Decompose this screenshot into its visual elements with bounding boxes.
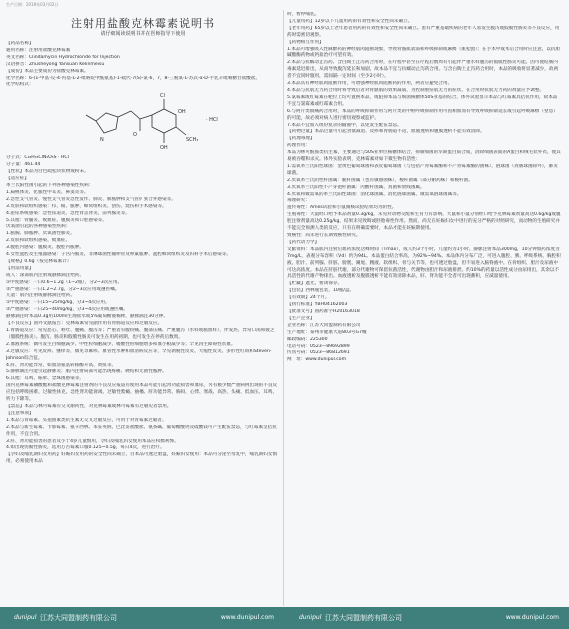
footer-company-left: 江苏大同盟制药有限公司 [40,614,117,622]
text-line: 3.腹腔内感染：腹膜炎、腹腔内脓肿。 [6,245,84,251]
text-line: 国内克林霉素磷酸酯和盐酸克林霉素注射剂的不良反应报道有使用本品可能引起肾功能损害和血尿，另有极少数严重病例出现的不良反应包括呼吸困难、过敏性休克、急性肾功能衰竭、过敏性紫癜、抽搐、肝功能异常、胸闷、心悸、寒战、高热、头痛、低血压、耳鸣、听力下降等。 [6,383,278,403]
right-lines [287,12,561,364]
text-line: 2.皮肤和软组织感染、败血症。 [6,238,71,244]
text-line: 【儿童用药】12岁以下儿童用药的有效性和安全性尚未确立。 [287,18,413,24]
chemical-structure [6,91,280,153]
text-line: 邮政编码：225300 [287,336,328,342]
text-line: 时，暂停哺乳。 [287,12,320,17]
text-line: 【孕妇及哺乳期妇女用药】妊娠妇女用药的安全性尚未确立，目本品可透过胎盘，妊娠妇女使用：本品可分泌至母乳中，哺乳期妇女慎用，必须使用本品 [6,452,278,465]
text-line: 【用法用量】 [6,265,34,271]
text-line: 【有效期】24个月。 [287,295,330,301]
text-line: 传真号码：0523—86812691 [287,350,350,356]
print-date-strip: 生产日期：2019年03月02日 [6,2,59,7]
text-line: 2.厌氧革兰氏阴性杆菌属：脆杆菌属（也有敏感菌株），梭杆菌属（部分耐药株）和梭杆菌。 [287,177,473,183]
text-line: 5.氯霉素或红霉素在靶位上均可置换本品，或阻抑本品与细菌核糖体50S亚基的结合，体外试验显示本品与红霉素具拮抗作用，故本品不宜与氯霉素或红霉素合用。 [287,94,558,107]
footer-brand-right: dunipul [299,614,322,621]
text-line: 【不良反应】国外文献报告：克林霉素常见副作用有胃肠道反应和过敏反应。 [6,321,163,327]
text-line: 2.急性支气管炎、慢性支气管炎急性发作、肺炎、肺脓肿和支气管扩张合并感染等。 [6,196,176,202]
text-line: 【老年用药】65岁以上老年患者用药的有效性和安全性尚未确立。患有严重基础疾病的老年人易发生腹泻或假膜性肠炎等不良反应，用药时需密切观察。 [287,25,560,38]
text-line: 1.本品与青霉素、头孢菌素类抗生素无交叉过敏反应，可用于对青霉素过敏者。 [6,417,167,423]
text-line: 成人：深部肌内注射或静脉滴注给药。 [6,272,85,278]
svg-text:Cl: Cl [160,93,165,100]
text-line: 分子式：C₁₈H₃₃ClN₂O₅S · HCl [6,155,69,161]
text-line: 【适应症】 [6,176,29,182]
text-line: 1.胃肠道反应：常见恶心、呕吐、腹痛、腹泻等；严重者有腹绞痛、腹部压痛、严重腹泻（水样或脓血样），伴发热、异常口渴和疲乏（假膜性肠炎）。腹泻、肠炎和假膜性肠炎可发生在用药初期，也可发生在停药后数周。 [6,328,275,340]
text-line: 6.其他：耳鸣、眩晕、念珠菌感染等。 [6,376,84,382]
footer-url-right: www.dunipul.com [505,614,559,621]
text-line: 4.女性盆腔及生殖器感染：子宫内膜炎、非淋球菌性输卵管及卵巢脓肿、盆腔蜂窝组织炎及妇科手术后感染等。 [6,252,231,258]
text-line: 3.过敏反应：可见皮疹、瘙痒等，偶见荨麻疹、血管性水肿和血清病反应等，罕见剥脱性皮炎、大疱性皮炎、多形性红斑和Steven-Johnson综合征。 [6,348,272,361]
text-line: 【贮藏】遮光，密闭保存。 [287,281,343,287]
text-line: 静脉滴注时本品0.3g用100ml生理盐水或5%葡萄糖液稀释，静脉滴注30分钟。 [6,314,168,320]
text-line: 汉语拼音：Zhusheyong Yansuan Kelinmeisu [6,61,105,67]
text-line: 化学结构式： [6,82,34,88]
text-line: 化学名称：6-(1-甲基-反-4-丙基-L-2-吡咯烷甲酰氨基)-1-硫代-7(S)-氯-6，7，8-三脱氧-L-苏式-α-D-半乳辛吡喃糖苷盐酸盐。 [6,75,260,81]
text-line: 生产地址：泰州市健康大道803号G7幢 [287,329,367,335]
text-line: 【药理毒理】 [287,136,315,142]
text-line: 企业名称：江苏大同盟制药有限公司 [287,322,361,328]
text-line: 3.本品具有神经肌肉阻断作用，可增强神经肌肉阻断药的作用，两者应避免合用。 [287,81,453,87]
text-line: 药理作用： [287,143,310,149]
text-line: 毒理研究： [287,198,310,204]
text-line: 【规格】0.6g（按克林霉素计） [6,258,72,264]
text-line: 5.其他：骨髓炎、败血症、腹膜炎和口腔感染等。 [6,217,107,223]
text-line: 2.本品与新生霉素、卡那霉素、氨苄西林、苯妥英钠、巴比妥盐酸盐、氨茶碱、葡萄糖酸钙及硫酸镁可产生配伍禁忌，与红霉素呈拮抗作用，不宜合用。 [6,424,277,437]
text-line: 【执行标准】YBH04162003 [287,302,348,308]
right-column [287,12,561,364]
column-divider [283,10,284,606]
svg-text:SCH₃: SCH₃ [186,137,199,144]
text-line: 4.本品与抗肌无力药合用时将导致后者对骨骼肌的效果减弱，为控制重症肌无力的症状，在合用时抗肌无力药的剂量应予调整。 [287,87,545,93]
text-line: 生殖毒性：大鼠经口给予本品剂量0.3g/kg，未见对动物交配和生育力有影响。大鼠和小鼠分别经口给予克林霉素剂量高达0.6g/kg或腹腔注射剂量高达0.25g/kg，结果未见致畸或胚胎毒性作用。然而，尚无在妊娠妇女中进行的充分严格的对照研究，而动物的生殖研究并不能完全预测人类的反应，只有在明确需要时，本品才能在妊娠期使用。 [287,212,561,232]
footer-bar [0,607,569,629]
svg-text:O: O [133,132,137,139]
svg-text:OH: OH [160,145,168,152]
text-line: 遗传毒性：Ames试验和小鼠微核试验结果均为阴性。 [287,205,397,211]
text-line: ①中度感染：一日15~25mg/kg，分3~4次应用。 [6,300,110,306]
leaflet-subtitle: 请仔细阅读说明书并在医师指导下使用 [100,31,186,37]
text-line: 3.皮肤和软组织感染：疖、痈、脓肿、蜂窝组织炎、创伤、烧伤和手术感染等。 [6,203,167,209]
hcl-label: · HCl [206,117,218,124]
text-line: 通用名称：注射用盐酸克林霉素 [6,47,71,53]
text-line: ①中度感染：一日0.6~1.2g（1~2瓶），分2~3次应用。 [6,279,123,285]
text-line: 【药物相互作用】 [287,39,324,45]
text-line: 1.本品可增强吸入性麻醉药的神经肌肉阻断现象，导致骨骼肌软弱和呼吸抑制或麻痹（肌松弛）；在手术中或术后合用时应注意，以抗胆碱酯酶药物或钙盐治疗可望有效。 [287,46,561,59]
text-line: 1.需氧革兰氏阳性球菌：金黄色葡萄球菌和表皮葡萄球菌（与包括产青霉素酶和不产青霉素酶的菌株），链球菌（粪肠球菌除外），肺炎球菌。 [287,163,558,176]
svg-text:N: N [100,137,104,144]
text-line: 文献资料：本品肌内注射后血药浓度达峰时间（Tmax），成人约3个小时，儿童约为1小时。静脉注射本品300mg，10分钟血药浓度为7mg/L，表观分布容积（Vd）约为94L。本品蛋白结合率高，为92%~94%。本品体内分布广泛，可进入腹腔、胰、呼吸系统、胸腔积液、胆汁、前列腺、肝脏、膀胱、阑尾、精液、软组织、骨与关节等，也可透过胎盘，但不易进入脑脊液中。在骨组织、胆汁及尿液中可达高浓度。本品在肝脏代谢，部分代谢物可保留抗菌活性，代谢物由胆汁和尿液排泄。约10%的药量以活性成分由尿排出，其余以不具活性的代谢产物排出。血液透析及腹膜透析不能有效清除本品，肝、肾功能不全者可出现蓄积，应减量使用。 [287,246,561,280]
text-line: 电话号码：0523—89692899 [287,343,350,349]
text-line: 【注意事项】 [6,410,34,416]
text-line: 4.如出现伪膜性肠炎，选用万古霉素口服0.125~0.5g，每日4次，进行治疗。 [6,445,165,451]
text-line: 【药代动力学】 [287,239,320,245]
svg-text:OH: OH [178,109,186,116]
text-line: 【包装】西林瓶包装，10瓶/盒。 [287,288,355,294]
text-line: 【药物过量】本品过量可引起食欲减退、皮疹和胃肠道不适，血液透析和腹膜透析不能有效清除。 [287,129,485,135]
text-line: 1.脓胸、肺脓肿、厌氧菌性肺炎。 [6,231,75,237]
text-line: ②严重感染：一日25~40mg/kg，分3~4次应用或遵医嘱。 [6,307,128,313]
leaflet-title: 注射用盐酸克林霉素说明书 [71,17,215,30]
text-line: 4.泌尿系统感染：急性尿道炎、急性肾盂肾炎、前列腺炎等。 [6,210,130,216]
text-line: 3.肝、肾功能损害的患者及小于4岁儿童慎用，孕妇及哺乳妇女使用本品应权衡利弊。 [6,438,179,444]
text-line: 7.本品不宜加入组份复杂的输液中，以免发生配伍禁忌。 [287,122,402,128]
text-line: 【性状】本品为白色疏松块状物或粉末。 [6,169,89,175]
text-line: 致癌性：尚未进行长期致癌性研究。 [287,233,361,238]
text-line: 网 址：www.dunipul.com [287,357,347,363]
footer-brand-left: dunipul [14,614,37,621]
footer-left [0,607,284,629]
left-lines-bottom [6,155,280,466]
text-line: 3.厌氧革兰氏阳性不产芽孢杆菌属：丙酸杆菌属、真菌和放线菌属。 [287,184,425,190]
text-line: 【生产企业】 [287,315,315,321]
text-line: 本品为林可酰胺类抗生素，主要通过与50S亚单位核糖体结合，抑制细菌的早期蛋白质合成，清除细菌表面的A蛋白和绒毛状外衣，使其易被吞噬和杀灭。体外实验表明，克林霉素对如下微生物有活性： [287,150,561,163]
text-line: 【禁忌】本品与林可霉素有交叉耐药性，对克林霉素或林可霉素有过敏史者禁用。 [6,403,172,409]
text-line: 4.厌氧和微需氧的革兰氏阳性球菌：消化球菌属、消化链球菌属、微需氧链球菌属等。 [287,191,462,197]
text-line: 6.与阿片类镇痛药合用时，本品的呼吸抑制作用与阿片类的中枢呼吸抑制作用可因相加而有导致呼吸抑制延长或引起呼吸麻痹（窒息）的可能，故必须对病人进行密切观察或监护。 [287,108,558,121]
text-line: 儿童：肌内注射或静脉滴注给药。 [6,293,75,299]
text-line: 2.血液系统：偶可发生白细胞减少、中性粒细胞减少、嗜酸性粒细胞增多和血小板减少等；罕见再生障碍性贫血。 [6,341,236,347]
left-column [6,12,280,466]
text-line: 5.静脉滴注可能引起静脉炎；肌内注射局部可能出现疼痛、硬结和无菌性脓肿。 [6,369,167,375]
text-line: 1.扁桃体炎、化脓性中耳炎、鼻窦炎等。 [6,189,89,195]
footer-right [285,607,569,629]
left-lines-top [6,41,280,89]
text-line: 【成份】本品主要成份为盐酸克林霉素。 [6,68,89,74]
text-line: 分子量：461.44 [6,162,41,168]
text-line: 4.肝、肾功能异常，如血清氨基转移酶升高、黄疸等。 [6,362,117,368]
text-line: ②严重感染：一日1.2~2.7g，分2~3次应用或遵医嘱。 [6,286,120,292]
structure-formula-drawing [76,91,216,151]
text-line: 2.本品与抗蠕动止泻药、含白陶土止泻药合用时，在疗程中甚至在疗程后数周有引起伴严重水样腹泻的假膜性肠炎可能。因可使结肠内毒素延迟排出，从而导致腹泻延长和加剧，故本品不宜与抗蠕动止泻药合用。与含白陶土止泻药合用时，本品的吸收将显著减少，故两者不宜同时服用，需间隔一定时间（至少2小时）。 [287,60,559,80]
footer-url-left: www.dunipul.com [220,614,274,621]
text-line: 【批准文号】国药准字H20163018 [287,308,360,314]
text-line: 英文名称：Clindamycin Hydrochloride for Injection [6,54,120,60]
text-line: 厌氧菌引起的各种感染性疾病： [6,224,71,230]
text-line: 革兰氏阳性菌引起的下列各种感染性疾病： [6,182,94,188]
text-line: 【药品名称】 [6,41,34,46]
footer-company-right: 江苏大同盟制药有限公司 [325,614,402,622]
